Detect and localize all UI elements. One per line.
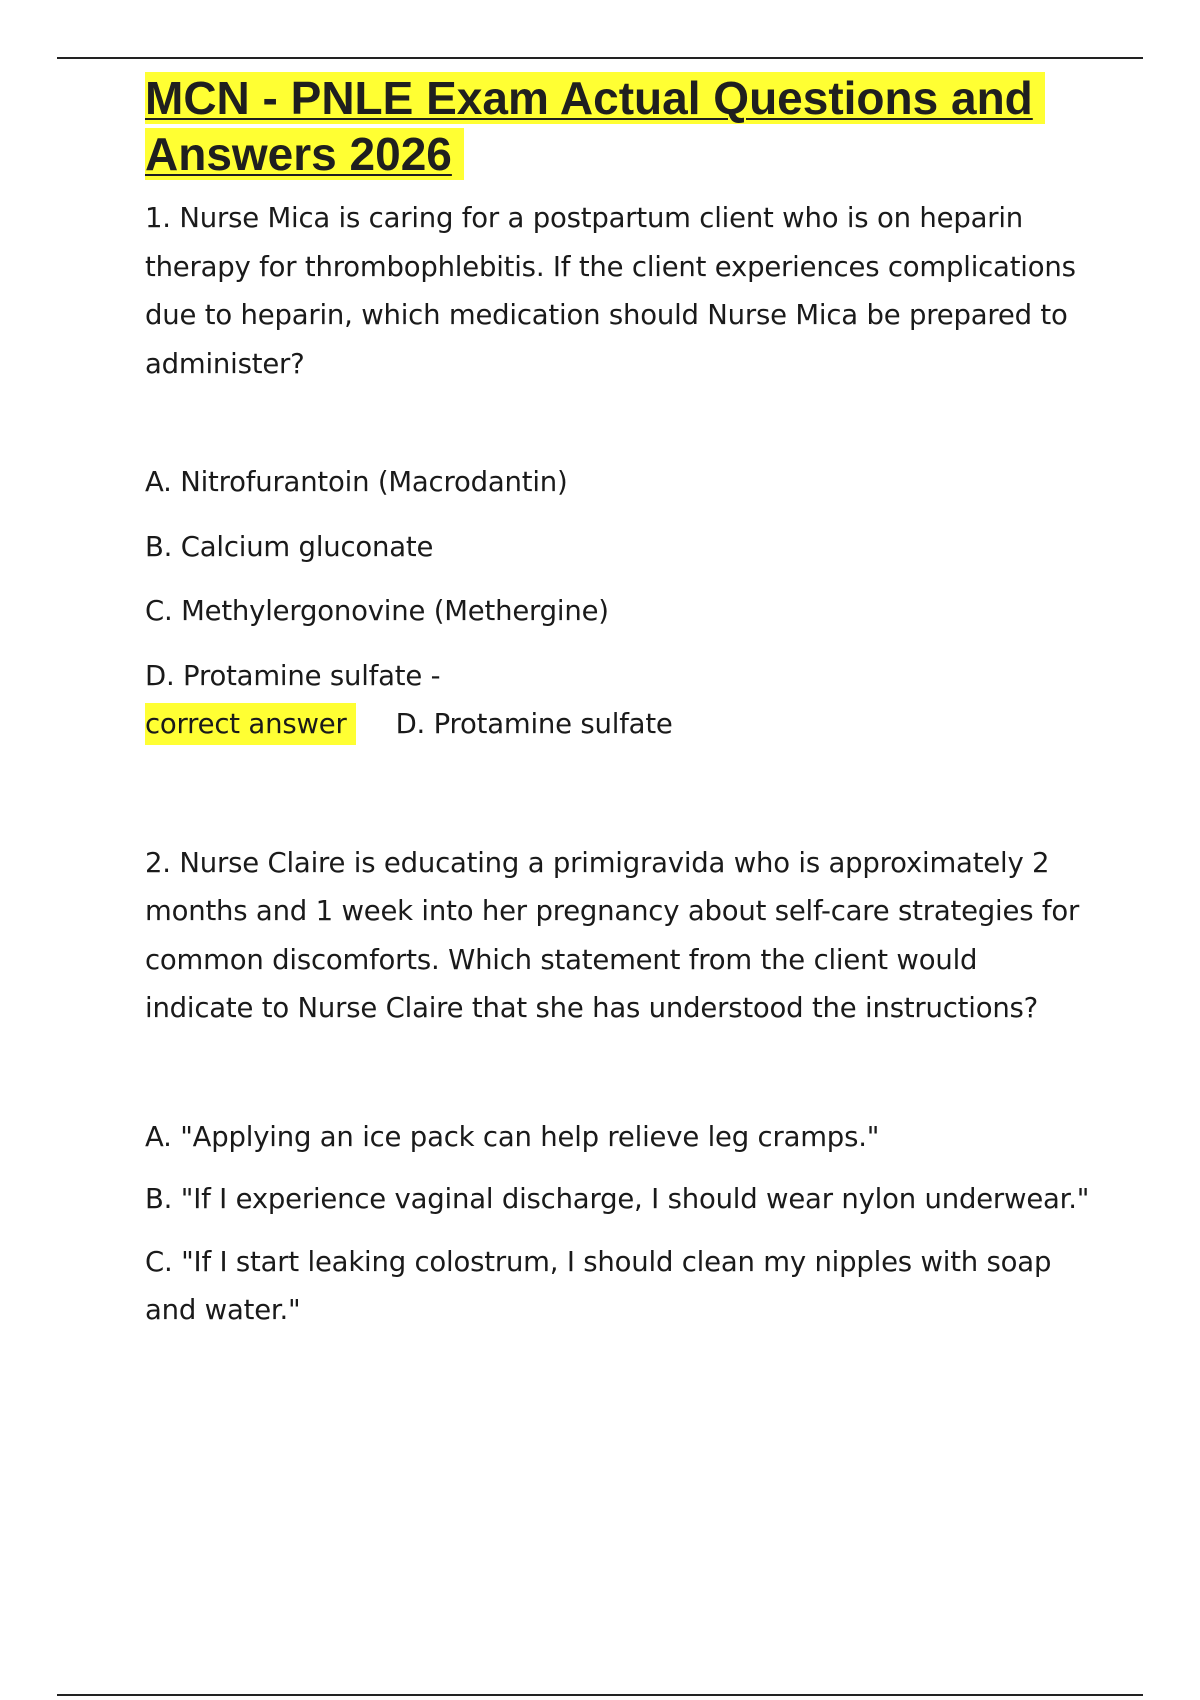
- correct-answer-label: correct answer: [145, 703, 356, 745]
- question-1-options: [145, 458, 1090, 700]
- document-body: [145, 70, 1090, 1335]
- bottom-rule: [57, 1694, 1143, 1696]
- title-highlight: MCN - PNLE Exam Actual Questions and Answers 2026: [145, 72, 1045, 180]
- question-2-options: [145, 1113, 1090, 1335]
- top-rule: [57, 57, 1143, 59]
- document-title: [145, 70, 1090, 182]
- question-1-answer: [145, 700, 1090, 749]
- question-1-option-a: A. Nitrofurantoin (Macrodantin): [145, 466, 568, 498]
- correct-answer-text: D. Protamine sulfate: [395, 708, 673, 740]
- question-2-option-a: A. "Applying an ice pack can help relieve leg cramps.": [145, 1120, 880, 1153]
- question-2-text: 2. Nurse Claire is educating a primigravida who is approximately 2 months and 1 week into her pregnancy about self-care strategies for common discomforts. Which statement from the client would indicate to Nurse Claire that she has understood the instructions?: [145, 846, 1080, 1024]
- question-1-option-d: D. Protamine sulfate -: [145, 659, 441, 692]
- question-1-text: 1. Nurse Mica is caring for a postpartum client who is on heparin therapy for thrombophlebitis. If the client experiences complications due to heparin, which medication should Nurse Mica be prepared to administer?: [145, 202, 1076, 380]
- question-1-option-c: C. Methylergonovine (Methergine): [145, 595, 609, 627]
- question-1-option-b: B. Calcium gluconate: [145, 530, 434, 563]
- question-2-option-c: C. "If I start leaking colostrum, I should clean my nipples with soap and water.": [145, 1245, 1052, 1326]
- question-2-option-b: B. "If I experience vaginal discharge, I should wear nylon underwear.": [145, 1183, 1090, 1215]
